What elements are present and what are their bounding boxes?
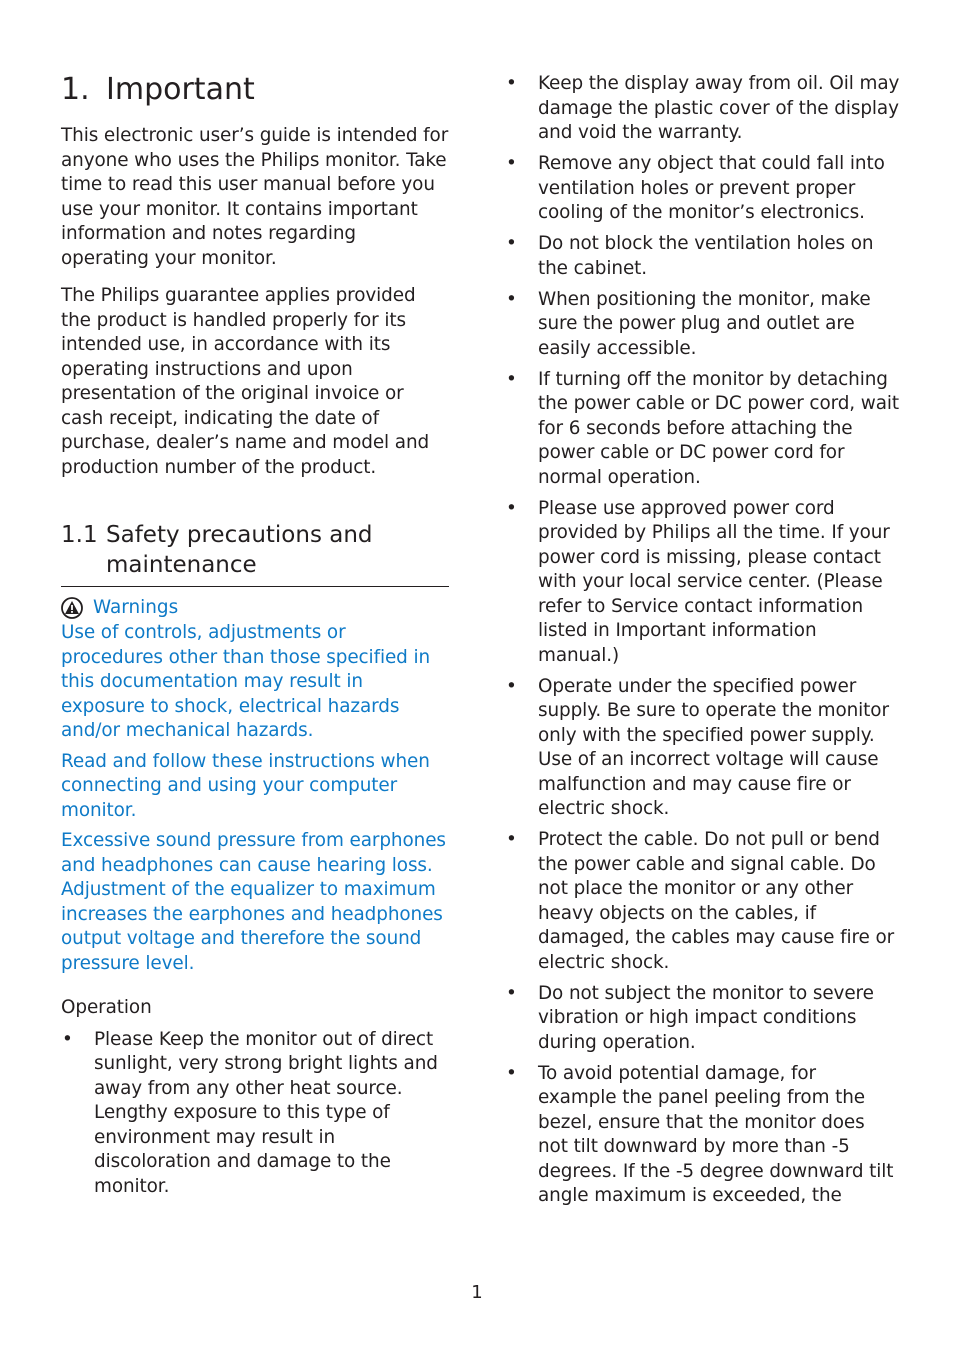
- intro-paragraph-2: The Philips guarantee applies provided the product is handled properly for its intended use, in accordance with its operating instructions and upon presentation of the original invoice or cash receipt, indicating the date of purchase, dealer’s name and model and production number of the product.: [61, 285, 430, 478]
- list-item: [505, 72, 900, 146]
- warning-icon: [61, 597, 83, 619]
- section-heading: [61, 520, 449, 587]
- warnings-title: Warnings: [93, 597, 179, 618]
- bullet-dot: •: [506, 497, 517, 519]
- warning-paragraph-2: Read and follow these instructions when connecting and using your computer monitor.: [61, 750, 430, 821]
- bullet-dot: •: [506, 368, 517, 390]
- list-item: [505, 497, 900, 669]
- bullet-dot: •: [506, 73, 517, 94]
- section-number: 1.1: [61, 522, 98, 548]
- list-item-text: To avoid potential damage, for example the panel peeling from the bezel, ensure that the monitor does not tilt downward by more than -5 degrees. If the -5 degree downward tilt angle maximum is exceeded, the: [538, 1062, 894, 1206]
- bullet-dot: •: [506, 829, 517, 850]
- list-item-text: Do not block the ventilation holes on the cabinet.: [538, 233, 874, 279]
- section-title: Safety precautions and maintenance: [106, 522, 373, 578]
- bullet-dot: •: [62, 1028, 73, 1050]
- chapter-title: Important: [106, 72, 255, 107]
- warning-paragraph-1: Use of controls, adjustments or procedures other than those specified in this documentation may result in exposure to shock, electrical hazards and/or mechanical hazards.: [61, 622, 431, 741]
- bullet-dot: •: [506, 288, 517, 310]
- page-number: 1: [471, 1282, 483, 1303]
- bullet-dot: •: [506, 982, 517, 1004]
- bullet-dot: •: [506, 233, 517, 254]
- list-item: [505, 152, 900, 226]
- left-column: [61, 70, 449, 1199]
- list-item: [505, 232, 900, 281]
- chapter-heading: [61, 70, 449, 110]
- operation-heading: Operation: [61, 997, 152, 1018]
- bullet-dot: •: [506, 1062, 517, 1084]
- list-item-text: When positioning the monitor, make sure the power plug and outlet are easily accessible.: [538, 288, 871, 359]
- list-item: [505, 828, 900, 975]
- list-item-text: Please Keep the monitor out of direct sunlight, very strong bright lights and away from any other heat source. Lengthy exposure to this type of environment may result in discoloration and damage to the monitor.: [94, 1028, 438, 1197]
- list-item-text: Protect the cable. Do not pull or bend the power cable and signal cable. Do not place the monitor or any other heavy objects on the cables, if damaged, the cables may cause fire or electric shock.: [538, 829, 895, 973]
- list-item: [505, 982, 900, 1056]
- bullet-dot: •: [506, 153, 517, 174]
- list-item-text: Operate under the specified power supply. Be sure to operate the monitor only with the specified power supply. Use of an incorrect voltage will cause malfunction and may cause fire or electric shock.: [538, 675, 889, 819]
- warnings-heading: [61, 595, 449, 621]
- operation-list-left: [61, 1028, 449, 1200]
- list-item: [505, 1062, 900, 1209]
- list-item-text: Keep the display away from oil. Oil may damage the plastic cover of the display and void the warranty.: [538, 73, 900, 143]
- list-item: [505, 288, 900, 362]
- list-item-text: If turning off the monitor by detaching the power cable or DC power cord, wait for 6 seconds before attaching the power cable or DC power cord for normal operation.: [538, 368, 900, 488]
- intro-paragraph-1: This electronic user’s guide is intended for anyone who uses the Philips monitor. Take time to read this user manual before you use your monitor. It contains important information and notes regarding operating your monitor.: [61, 125, 449, 269]
- operation-list-right: [505, 72, 900, 1209]
- chapter-number: 1.: [61, 72, 90, 107]
- list-item: [61, 1028, 449, 1200]
- bullet-dot: •: [506, 675, 517, 697]
- list-item-text: Please use approved power cord provided by Philips all the time. If your power cord is missing, please contact with your local service center. (Please refer to Service contact information listed in Important information manual.): [538, 497, 890, 666]
- right-column: [505, 72, 900, 1209]
- list-item-text: Do not subject the monitor to severe vibration or high impact conditions during operation.: [538, 982, 874, 1053]
- list-item-text: Remove any object that could fall into ventilation holes or prevent proper cooling of the monitor’s electronics.: [538, 153, 885, 223]
- warning-paragraph-3: Excessive sound pressure from earphones and headphones can cause hearing loss. Adjustment of the equalizer to maximum increases the earphones and headphones output voltage and therefore the sound pressure level.: [61, 830, 446, 974]
- list-item: [505, 368, 900, 491]
- list-item: [505, 675, 900, 822]
